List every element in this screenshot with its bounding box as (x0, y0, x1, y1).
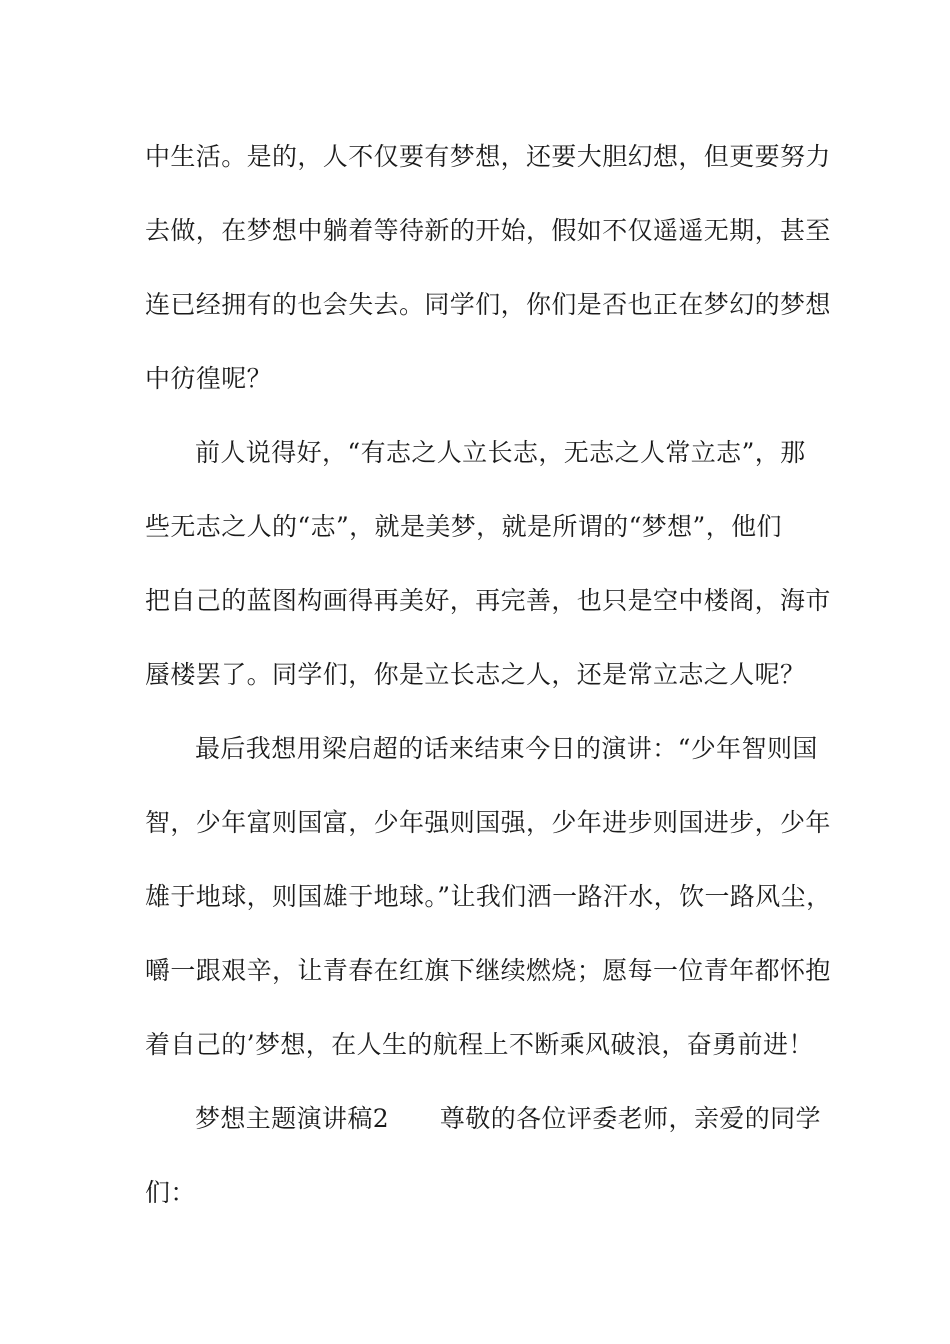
text-line: 把自己的蓝图构画得再美好，再完善，也只是空中楼阁，海市 (145, 586, 831, 615)
text-line: 雄于地球，则国雄于地球。”让我们洒一路汗水，饮一路风尘， (145, 882, 832, 911)
body-text (145, 120, 832, 1230)
text-line: 智，少年富则国富，少年强则国强，少年进步则国进步，少年 (145, 808, 831, 837)
text-line: 嚼一跟艰辛，让青春在红旗下继续燃烧；愿每一位青年都怀抱 (145, 956, 831, 985)
text-line: 蜃楼罢了。同学们，你是立长志之人，还是常立志之人呢？ (145, 660, 806, 689)
text-line: 着自己的’梦想，在人生的航程上不断乘风破浪，奋勇前进！ (145, 1030, 814, 1059)
text-line: 中彷徨呢？ (145, 364, 273, 393)
paragraph-start-line: 最后我想用梁启超的话来结束今日的演讲：“少年智则国 (195, 734, 818, 763)
section-heading-line: 梦想主题演讲稿2 尊敬的各位评委老师，亲爱的同学 (195, 1104, 821, 1133)
text-line: 些无志之人的“志”，就是美梦，就是所谓的“梦想”，他们 (145, 512, 782, 541)
text-line: 连已经拥有的也会失去。同学们，你们是否也正在梦幻的梦想 (145, 290, 831, 319)
text-line: 们： (145, 1178, 196, 1207)
paragraph-start-line: 前人说得好，“有志之人立长志，无志之人常立志”，那 (195, 438, 806, 467)
text-line: 中生活。是的，人不仅要有梦想，还要大胆幻想，但更要努力 (145, 142, 831, 171)
text-line: 去做，在梦想中躺着等待新的开始，假如不仅遥遥无期，甚至 (145, 216, 831, 245)
